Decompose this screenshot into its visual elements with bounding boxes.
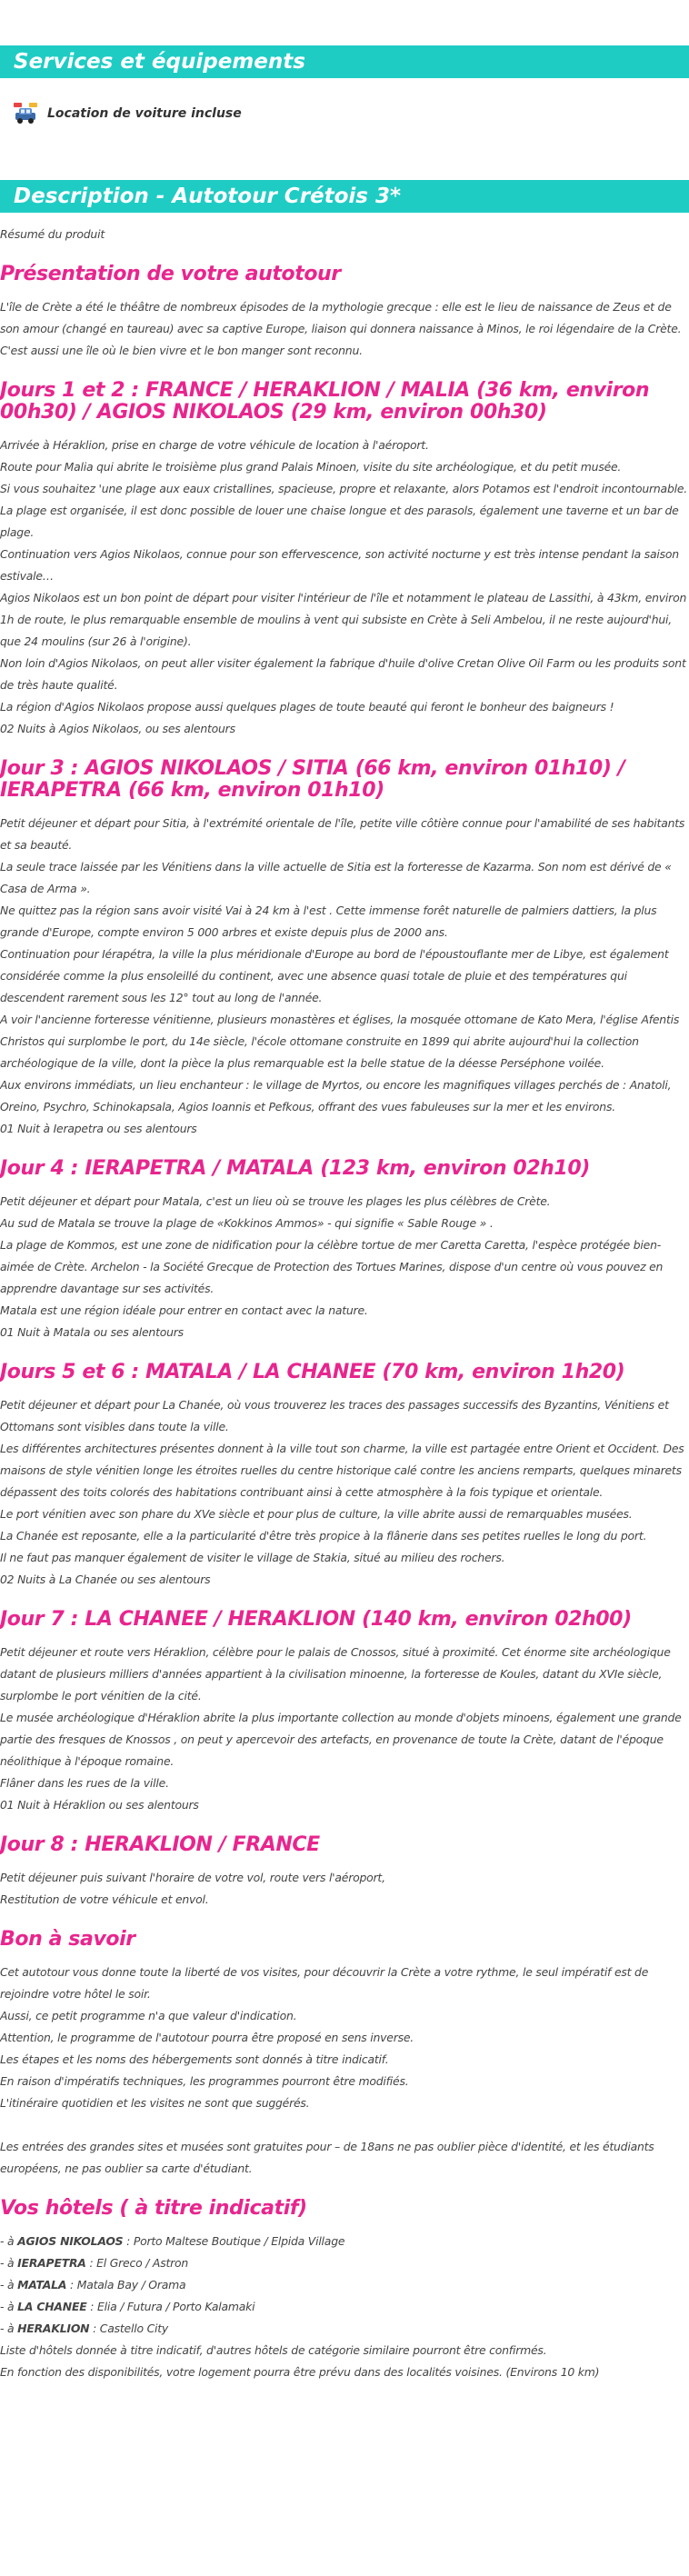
section-paragraph: Route pour Malia qui abrite le troisième plus grand Palais Minoen, visite du site archéologique, et du petit musée.	[0, 460, 622, 474]
section-paragraph: Ne quittez pas la région sans avoir visité Vai à 24 km à l'est . Cette immense forêt naturelle de palmiers dattiers, la plus grande d'Europe, compte environ 5 000 arbres et existe depuis plus de 2000 ans.	[0, 904, 657, 939]
service-item-car-rental	[0, 78, 689, 131]
good-to-know-title: Bon à savoir	[0, 1928, 135, 1951]
section-paragraph: Aux environs immédiats, un lieu enchanteur : le village de Myrtos, ou encore les magnifiques villages perchés de : Anatoli, Oreino, Psychro, Schinokapsala, Agios Ioannis et Pefkous, offrant des vues fabuleuses sur la mer et les environs.	[0, 1078, 672, 1113]
section-title: Jour 7 : LA CHANEE / HERAKLION (140 km, environ 02h00)	[0, 1608, 632, 1631]
good-to-know-paragraph: L'itinéraire quotidien et les visites ne sont que suggérés.	[0, 2096, 310, 2110]
section-paragraph: Si vous souhaitez 'une plage aux eaux cristallines, spacieuse, propre et relaxante, alors Potamos est l'endroit incontournable. La plage est organisée, il est donc possible de louer une chaise longue et des parasols, également une taverne et un bar de plage.	[0, 482, 688, 539]
summary-label: Résumé du produit	[0, 227, 105, 241]
hotel-place: LA CHANEE	[17, 2300, 87, 2313]
good-to-know-paragraph: Les étapes et les noms des hébergements sont donnés à titre indicatif.	[0, 2052, 389, 2066]
good-to-know-paragraph: Cet autotour vous donne toute la liberté de vos visites, pour découvrir la Crète a votre rythme, le seul impératif est de rejoindre votre hôtel le soir.	[0, 1965, 649, 2001]
section-paragraph: Il ne faut pas manquer également de visiter le village de Stakia, situé au milieu des rochers.	[0, 1551, 505, 1564]
section-paragraph: 01 Nuit à Matala ou ses alentours	[0, 1325, 184, 1339]
good-to-know-paragraph: En raison d'impératifs techniques, les programmes pourront être modifiés.	[0, 2074, 409, 2088]
section-paragraph: Le port vénitien avec son phare du XVe siècle et pour plus de culture, la ville abrite aussi de remarquables musées.	[0, 1507, 633, 1521]
section-paragraph: Non loin d'Agios Nikolaos, on peut aller visiter également la fabrique d'huile d'olive Cretan Olive Oil Farm ou les produits sont de très haute qualité.	[0, 656, 686, 692]
page	[0, 45, 689, 2383]
section-paragraph: Matala est une région idéale pour entrer en contact avec la nature.	[0, 1303, 368, 1317]
section-paragraph: Petit déjeuner et route vers Héraklion, célèbre pour le palais de Cnossos, situé à proximité. Cet énorme site archéologique datant de plusieurs milliers d'années appartient à la civilisation minoenne, la forteresse de Koules, datant du XVIe siècle, surplombe le port vénitien de la cité.	[0, 1645, 671, 1702]
section-paragraph: Petit déjeuner et départ pour Matala, c'est un lieu où se trouve les plages les plus célèbres de Crète.	[0, 1194, 551, 1208]
section-paragraph: Arrivée à Héraklion, prise en charge de votre véhicule de location à l'aéroport.	[0, 438, 429, 452]
section-paragraph: Continuation pour Iérapétra, la ville la plus méridionale d'Europe au bord de l'époustouflante mer de Libye, est également considérée comme la plus ensoleillé du continent, avec une absence quasi totale de pluie et des températures qui descendent rarement sous les 12° tout au long de l'année.	[0, 947, 669, 1004]
section-paragraph: Agios Nikolaos est un bon point de départ pour visiter l'intérieur de l'île et notamment le plateau de Lassithi, à 43km, environ 1h de route, le plus remarquable ensemble de moulins à vent qui subsiste en Crète à Seli Ambelou, il ne reste aujourd'hui, que 24 moulins (sur 26 à l'origine).	[0, 591, 687, 648]
section-body	[0, 434, 689, 740]
services-header: Services et équipements	[0, 45, 689, 78]
hotel-item: - à LA CHANEE : Elia / Futura / Porto Kalamaki	[0, 2300, 255, 2313]
hotel-note: En fonction des disponibilités, votre logement pourra être prévu dans des localités voisines. (Environs 10 km)	[0, 2365, 600, 2379]
hotel-place: HERAKLION	[17, 2321, 90, 2335]
section-paragraph: Petit déjeuner et départ pour La Chanée, où vous trouverez les traces des passages successifs des Byzantins, Vénitiens et Ottomans sont visibles dans toute la ville.	[0, 1398, 669, 1433]
hotel-item: - à IERAPETRA : El Greco / Astron	[0, 2256, 189, 2270]
section-body	[0, 1191, 689, 1343]
hotel-place: MATALA	[17, 2278, 67, 2291]
description-header: Description - Autotour Crétois 3*	[0, 180, 689, 213]
section-paragraph: Flâner dans les rues de la ville.	[0, 1776, 169, 1790]
section-paragraph: Le musée archéologique d'Héraklion abrite la plus importante collection au monde d'objets minoens, également une grande partie des fresques de Knossos , on peut y apercevoir des artefacts, en provenance de toute la Crète, datant de l'époque néolithique à l'époque romaine.	[0, 1711, 682, 1768]
good-to-know-paragraph: Attention, le programme de l'autotour pourra être proposé en sens inverse.	[0, 2031, 414, 2044]
hotel-item: - à HERAKLION : Castello City	[0, 2321, 169, 2335]
section-body	[0, 1867, 689, 1911]
section-body	[0, 296, 689, 362]
hotel-item: - à AGIOS NIKOLAOS : Porto Maltese Boutique / Elpida Village	[0, 2234, 345, 2248]
section-body	[0, 1642, 689, 1816]
section-paragraph: La Chanée est reposante, elle a la particularité d'être très propice à la flânerie dans ses petites ruelles le long du port.	[0, 1529, 647, 1543]
section-paragraph: 01 Nuit à Ierapetra ou ses alentours	[0, 1122, 197, 1135]
section-paragraph: La région d'Agios Nikolaos propose aussi quelques plages de toute beauté qui feront le bonheur des baigneurs !	[0, 700, 614, 714]
hotel-place: AGIOS NIKOLAOS	[17, 2234, 124, 2248]
hotel-place: IERAPETRA	[17, 2256, 86, 2270]
section-paragraph: 02 Nuits à La Chanée ou ses alentours	[0, 1573, 211, 1586]
good-to-know-body	[0, 1962, 689, 2114]
section-title: Jours 5 et 6 : MATALA / LA CHANEE (70 km, environ 1h20)	[0, 1361, 625, 1383]
description-content	[0, 224, 689, 2383]
section-paragraph: Petit déjeuner et départ pour Sitia, à l'extrémité orientale de l'île, petite ville côtière connue pour l'amabilité de ses habitants et sa beauté.	[0, 816, 685, 852]
section-title: Jours 1 et 2 : FRANCE / HERAKLION / MALIA (36 km, environ 00h30) / AGIOS NIKOLAOS (29 km, environ 00h30)	[0, 379, 650, 424]
section-paragraph: La plage de Kommos, est une zone de nidification pour la célèbre tortue de mer Caretta Caretta, l'espèce protégée bien-aimée de Crète. Archelon - la Société Grecque de Protection des Tortues Marines, dispose d'un centre où vous pouvez en apprendre davantage sur ses activités.	[0, 1238, 664, 1295]
section-paragraph: Les différentes architectures présentes donnent à la ville tout son charme, la ville est partagée entre Orient et Occident. Des maisons de style vénitien longe les étroites ruelles du centre historique calé contre les anciens remparts, quelques minarets dépassent des toits colorés des habitations contribuant ainsi à cette atmosphère à la fois typique et orientale.	[0, 1442, 684, 1499]
section-paragraph: Restitution de votre véhicule et envol.	[0, 1892, 209, 1906]
service-label: Location de voiture incluse	[47, 106, 242, 121]
hotels-title: Vos hôtels ( à titre indicatif)	[0, 2197, 307, 2220]
car-rental-icon	[13, 101, 38, 126]
good-to-know-extra: Les entrées des grandes sites et musées sont gratuites pour – de 18ans ne pas oublier pièce d'identité, et les étudiants européens, ne pas oublier sa carte d'étudiant.	[0, 2140, 654, 2175]
hotel-item: - à MATALA : Matala Bay / Orama	[0, 2278, 186, 2291]
section-title: Jour 3 : AGIOS NIKOLAOS / SITIA (66 km, environ 01h10) / IERAPETRA (66 km, environ 01h10)	[0, 757, 625, 802]
section-paragraph: 01 Nuit à Héraklion ou ses alentours	[0, 1798, 199, 1812]
section-title: Jour 8 : HERAKLION / FRANCE	[0, 1833, 320, 1856]
section-paragraph: C'est aussi une île où le bien vivre et le bon manger sont reconnu.	[0, 344, 363, 357]
section-paragraph: 02 Nuits à Agios Nikolaos, ou ses alentours	[0, 722, 235, 735]
itinerary-sections	[0, 245, 689, 1911]
section-paragraph: Au sud de Matala se trouve la plage de «Kokkinos Ammos» - qui signifie « Sable Rouge » .	[0, 1216, 494, 1230]
good-to-know-paragraph: Aussi, ce petit programme n'a que valeur d'indication.	[0, 2009, 297, 2022]
section-paragraph: Petit déjeuner puis suivant l'horaire de votre vol, route vers l'aéroport,	[0, 1871, 385, 1884]
section-paragraph: Continuation vers Agios Nikolaos, connue pour son effervescence, son activité nocturne y est très intense pendant la saison estivale…	[0, 547, 679, 583]
hotel-note: Liste d'hôtels donnée à titre indicatif, d'autres hôtels de catégorie similaire pourront être confirmés.	[0, 2343, 547, 2357]
section-body	[0, 1394, 689, 1591]
section-body	[0, 813, 689, 1140]
section-title: Présentation de votre autotour	[0, 263, 341, 285]
section-paragraph: L'île de Crète a été le théâtre de nombreux épisodes de la mythologie grecque : elle est le lieu de naissance de Zeus et de son amour (changé en taureau) avec sa captive Europe, liaison qui donnera naissance à Minos, le roi légendaire de la Crète.	[0, 300, 682, 335]
hotels-list	[0, 2231, 689, 2383]
section-title: Jour 4 : IERAPETRA / MATALA (123 km, environ 02h10)	[0, 1157, 590, 1180]
section-paragraph: La seule trace laissée par les Vénitiens dans la ville actuelle de Sitia est la forteresse de Kazarma. Son nom est dérivé de « Casa de Arma ».	[0, 860, 672, 895]
section-paragraph: A voir l'ancienne forteresse vénitienne, plusieurs monastères et églises, la mosquée ottomane de Kato Mera, l'église Afentis Christos qui surplombe le port, du 14e siècle, l'école ottomane construite en 1899 qui abrite aujourd'hui la collection archéologique de la ville, dont la pièce la plus remarquable est la belle statue de la déesse Perséphone voilée.	[0, 1013, 680, 1070]
